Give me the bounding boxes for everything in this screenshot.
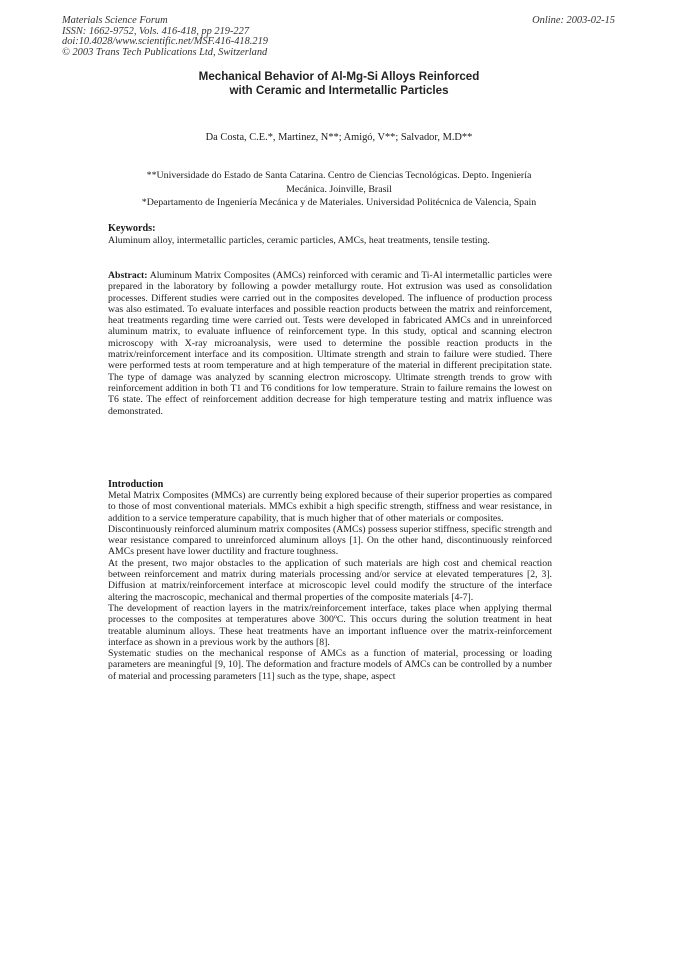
intro-paragraph-3: At the present, two major obstacles to the application of such materials are high cost and chemical reaction between reinforcement and matrix during materials processing and/or service at elevated temperatures [2, 3]. Diffusion at matrix/reinforcement interface at microscopic level could modify the structure of the interface altering the macroscopic, mechanical and thermal properties of the composite materials [4-7]. — [108, 557, 552, 603]
intro-paragraph-5: Systematic studies on the mechanical response of AMCs as a function of material, processing or loading parameters are meaningful [9, 10]. The deformation and fracture models of AMCs can be controlled by a number of material and processing parameters [11] such as the type, shape, aspect — [108, 648, 552, 682]
introduction-body — [108, 490, 552, 682]
keywords-text: Aluminum alloy, intermetallic particles, ceramic particles, AMCs, heat treatments, tensile testing. — [108, 235, 490, 246]
issn-line: ISSN: 1662-9752, Vols. 416-418, pp 219-227 — [62, 25, 250, 37]
intro-paragraph-4: The development of reaction layers in the matrix/reinforcement interface, takes place when applying thermal processes to the composites at temperatures above 300ºC. This occurs during the solution treatment in heat treatable aluminum alloys. These heat treatments have an important influence over the matrix-reinforcement interface as shown in a previous work by the authors [8]. — [108, 602, 552, 648]
online-date: Online: 2003-02-15 — [532, 15, 615, 26]
introduction-heading: Introduction — [108, 479, 164, 490]
affiliation-line-1: **Universidade do Estado de Santa Catarina. Centro de Ciencias Tecnológicas. Depto. Ingeniería — [146, 170, 532, 181]
affiliation-line-3: *Departamento de Ingeniería Mecánica y de Materiales. Universidad Politécnica de Valencia, Spain — [141, 197, 537, 209]
keywords-heading: Keywords: — [108, 223, 156, 234]
abstract-text: Aluminum Matrix Composites (AMCs) reinforced with ceramic and Ti-Al intermetallic particles were prepared in the laboratory by following a powder metallurgy route. Hot extrusion was used as consolidation processes. Different studies were carried out in the composites developed. The influence of production process was also estimated. To evaluate interfaces and possible reaction products between the matrix and reinforcement, heat treatments regarding time were carried out. Tests were developed in fabricated AMCs and in unreinforced aluminum matrix, to evaluate influence of reinforcement type. In this study, optical and scanning electron microscopy with X-ray microanalysis, were used to determine the possible reaction products in the matrix/reinforcement interface and its composition. Ultimate strength and strain to failure were studied. There were performed tests at room temperature and at high temperature of the material in different precipitation state. The type of damage was analyzed by scanning electron microscopy. Ultimate strength trends to grow with reinforcement addition in both T1 and T6 conditions for low temperature. Strain to failure remains the lowest on T6 state. The effect of reinforcement addition decrease for high temperature testing and matrix influence was demonstrated. — [108, 270, 552, 417]
copyright-line: © 2003 Trans Tech Publications Ltd, Switzerland — [62, 46, 268, 58]
paper-title — [0, 70, 678, 99]
title-line-2: with Ceramic and Intermetallic Particles — [229, 84, 449, 98]
title-line-1: Mechanical Behavior of Al-Mg-Si Alloys Reinforced — [198, 70, 480, 83]
intro-paragraph-2: Discontinuously reinforced aluminum matrix composites (AMCs) possess superior stiffness, specific strength and wear resistance compared to unreinforced aluminum alloys [1]. On the other hand, discontinuously reinforced AMCs present have lower ductility and fracture toughness. — [108, 523, 552, 558]
journal-name: Materials Science Forum — [62, 15, 168, 26]
doi-line[interactable]: doi:10.4028/www.scientific.net/MSF.416-418.219 — [62, 36, 268, 48]
author-list: Da Costa, C.E.*, Martinez, N**; Amigó, V**; Salvador, M.D** — [205, 132, 473, 143]
journal-header — [62, 16, 268, 58]
abstract-label: Abstract: — [108, 270, 148, 281]
affiliation-line-2: Mecánica. Joinville, Brasil — [286, 183, 392, 195]
affiliations — [0, 169, 678, 210]
intro-paragraph-1: Metal Matrix Composites (MMCs) are currently being explored because of their superior properties as compared to those of most conventional materials. MMCs exhibit a high specific strength, stiffness and wear resistance, in addition to a service temperature capability, that is much higher that of other materials or composites. — [108, 490, 552, 524]
abstract — [108, 270, 552, 417]
